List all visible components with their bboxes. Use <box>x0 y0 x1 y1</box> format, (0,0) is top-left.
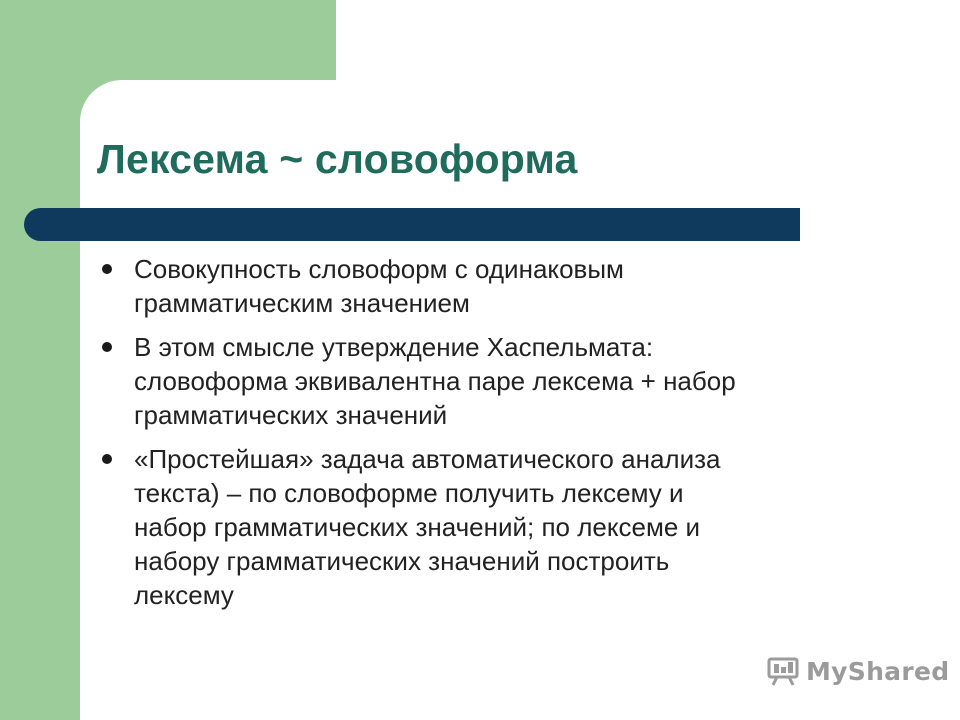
bullet-item <box>100 252 880 320</box>
bullet-line: текста) – по словоформе получить лексему и <box>134 478 684 508</box>
bullet-line: В этом смысле утверждение Хаспельмата: <box>134 332 654 362</box>
myshared-watermark[interactable] <box>766 656 949 686</box>
bullet-item <box>100 442 880 612</box>
bullet-dot-icon <box>102 264 112 274</box>
bullet-list <box>100 252 880 622</box>
bullet-line: грамматическим значением <box>134 288 470 318</box>
bullet-line: лексему <box>134 580 234 610</box>
bullet-item <box>100 330 880 432</box>
watermark-text: MyShared <box>806 656 950 686</box>
green-decoration-strip <box>0 0 80 720</box>
bullet-dot-icon <box>102 454 112 464</box>
bullet-line: грамматических значений <box>134 400 448 430</box>
bullet-line: словоформа эквивалентна паре лексема + набор <box>134 366 736 396</box>
bullet-line: «Простейшая» задача автоматического анализа <box>134 444 721 474</box>
presentation-board-icon <box>766 656 800 686</box>
title-underline-bar <box>24 208 800 241</box>
slide-title: Лексема ~ словоформа <box>97 136 578 182</box>
bullet-line: набору грамматических значений построить <box>134 546 670 576</box>
bullet-dot-icon <box>102 342 112 352</box>
bullet-line: набор грамматических значений; по лексеме и <box>134 512 701 542</box>
bullet-line: Совокупность словоформ с одинаковым <box>134 254 624 284</box>
